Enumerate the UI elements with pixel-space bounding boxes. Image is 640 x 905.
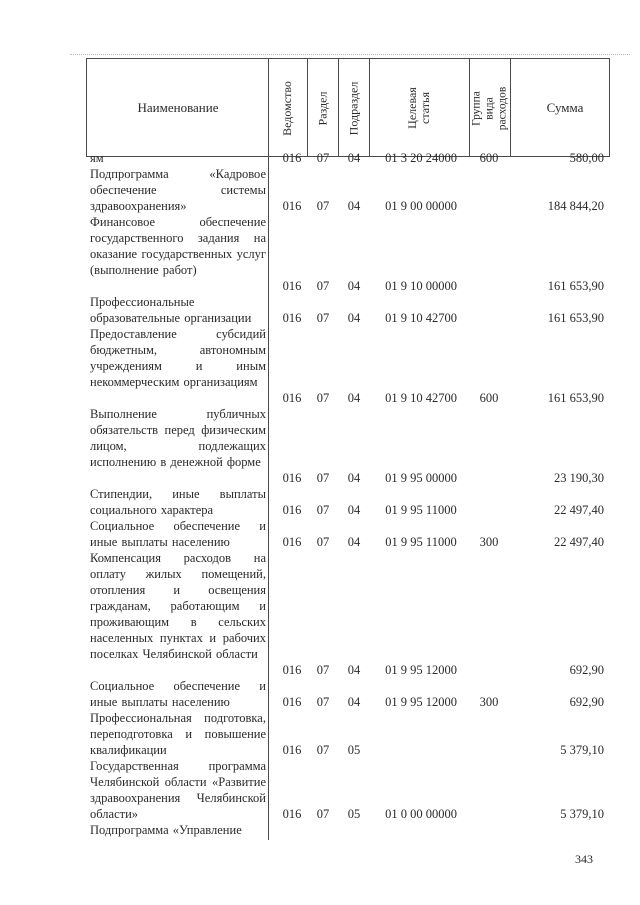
row-podrazdel: 04: [347, 471, 361, 485]
row-name: Профессиональные образовательные организации: [90, 295, 252, 325]
row-celevaya: 01 9 95 12000: [385, 695, 457, 709]
header-gruppa: Группа вида расходов: [470, 86, 508, 130]
row-name: Предоставление субсидий бюджетным, автономным учреждениям и иным некоммерческим организациям: [90, 327, 266, 389]
row-summa: 580,00: [569, 151, 604, 165]
col-border-name: [268, 58, 269, 840]
row-ved: 016: [282, 503, 302, 517]
row-gruppa: 600: [479, 391, 499, 405]
page-number: 343: [575, 852, 593, 866]
row-name: Социальное обеспечение и иные выплаты населению: [90, 679, 266, 709]
row-razdel: 07: [316, 471, 330, 485]
row-celevaya: 01 9 10 42700: [385, 391, 457, 405]
row-celevaya: 01 3 20 24000: [385, 151, 457, 165]
row-ved: 016: [282, 695, 302, 709]
row-name: Финансовое обеспечение государственного задания на оказание государственных услуг (выполнение работ): [90, 215, 266, 277]
row-ved: 016: [282, 279, 302, 293]
row-summa: 692,90: [569, 663, 604, 677]
row-celevaya: 01 9 00 00000: [385, 199, 457, 213]
row-podrazdel: 05: [347, 743, 361, 757]
row-podrazdel: 04: [347, 535, 361, 549]
header-celevaya: Целевая статья: [405, 87, 432, 129]
row-summa: 161 653,90: [547, 311, 604, 325]
table-top-border: [86, 58, 610, 59]
row-razdel: 07: [316, 503, 330, 517]
header-summa: Сумма: [546, 100, 584, 115]
row-ved: 016: [282, 391, 302, 405]
row-summa: 161 653,90: [547, 279, 604, 293]
row-razdel: 07: [316, 743, 330, 757]
header-razdel: Раздел: [315, 91, 330, 125]
row-podrazdel: 04: [347, 503, 361, 517]
row-name: Подпрограмма «Управление: [90, 823, 242, 837]
row-summa: 23 190,30: [554, 471, 604, 485]
row-celevaya: 01 9 95 12000: [385, 663, 457, 677]
row-name: Компенсация расходов на оплату жилых помещений, отопления и освещения гражданам, работающим и проживающим в сельских населенных пунктах и рабочих поселках Челябинской области: [90, 551, 266, 661]
row-summa: 5 379,10: [560, 743, 604, 757]
col-border-left: [86, 58, 87, 156]
row-ved: 016: [282, 743, 302, 757]
row-celevaya: 01 9 95 11000: [385, 535, 457, 549]
row-name: Выполнение публичных обязательств перед физическим лицом, подлежащих исполнению в денежной форме: [90, 407, 266, 469]
row-razdel: 07: [316, 807, 330, 821]
row-razdel: 07: [316, 695, 330, 709]
col-border-grp: [510, 58, 511, 156]
row-razdel: 07: [316, 199, 330, 213]
row-podrazdel: 04: [347, 391, 361, 405]
row-podrazdel: 05: [347, 807, 361, 821]
row-podrazdel: 04: [347, 279, 361, 293]
row-razdel: 07: [316, 311, 330, 325]
row-summa: 692,90: [569, 695, 604, 709]
row-ved: 016: [282, 151, 302, 165]
row-ved: 016: [282, 471, 302, 485]
row-name: Профессиональная подготовка, переподготовка и повышение квалификации: [90, 711, 266, 757]
row-summa: 22 497,40: [554, 503, 604, 517]
row-summa: 5 379,10: [560, 807, 604, 821]
row-name: ям: [90, 151, 104, 165]
row-podrazdel: 04: [347, 695, 361, 709]
row-name: Стипендии, иные выплаты социального характера: [90, 487, 266, 517]
row-name: Социальное обеспечение и иные выплаты населению: [90, 519, 266, 549]
row-ved: 016: [282, 535, 302, 549]
row-celevaya: 01 9 95 11000: [385, 503, 457, 517]
row-razdel: 07: [316, 279, 330, 293]
row-summa: 184 844,20: [547, 199, 604, 213]
row-razdel: 07: [316, 391, 330, 405]
row-razdel: 07: [316, 535, 330, 549]
header-ved: Ведомство: [280, 80, 295, 136]
row-name: Государственная программа Челябинской области «Развитие здравоохранения Челябинской области»: [90, 759, 266, 821]
row-gruppa: 300: [479, 535, 499, 549]
row-celevaya: 01 0 00 00000: [385, 807, 457, 821]
row-gruppa: 600: [479, 151, 499, 165]
row-razdel: 07: [316, 151, 330, 165]
row-ved: 016: [282, 199, 302, 213]
row-celevaya: 01 9 10 00000: [385, 279, 457, 293]
row-razdel: 07: [316, 663, 330, 677]
row-celevaya: 01 9 10 42700: [385, 311, 457, 325]
row-name: Подпрограмма «Кадровое обеспечение системы здравоохранения»: [90, 167, 266, 213]
row-podrazdel: 04: [347, 311, 361, 325]
row-ved: 016: [282, 807, 302, 821]
row-ved: 016: [282, 663, 302, 677]
row-summa: 22 497,40: [554, 535, 604, 549]
row-podrazdel: 04: [347, 199, 361, 213]
row-summa: 161 653,90: [547, 391, 604, 405]
row-podrazdel: 04: [347, 663, 361, 677]
row-celevaya: 01 9 95 00000: [385, 471, 457, 485]
header-name: Наименование: [137, 100, 219, 115]
row-ved: 016: [282, 311, 302, 325]
header-podrazdel: Подраздел: [346, 81, 361, 135]
row-gruppa: 300: [479, 695, 499, 709]
row-podrazdel: 04: [347, 151, 361, 165]
top-edge-dots: [70, 54, 630, 56]
